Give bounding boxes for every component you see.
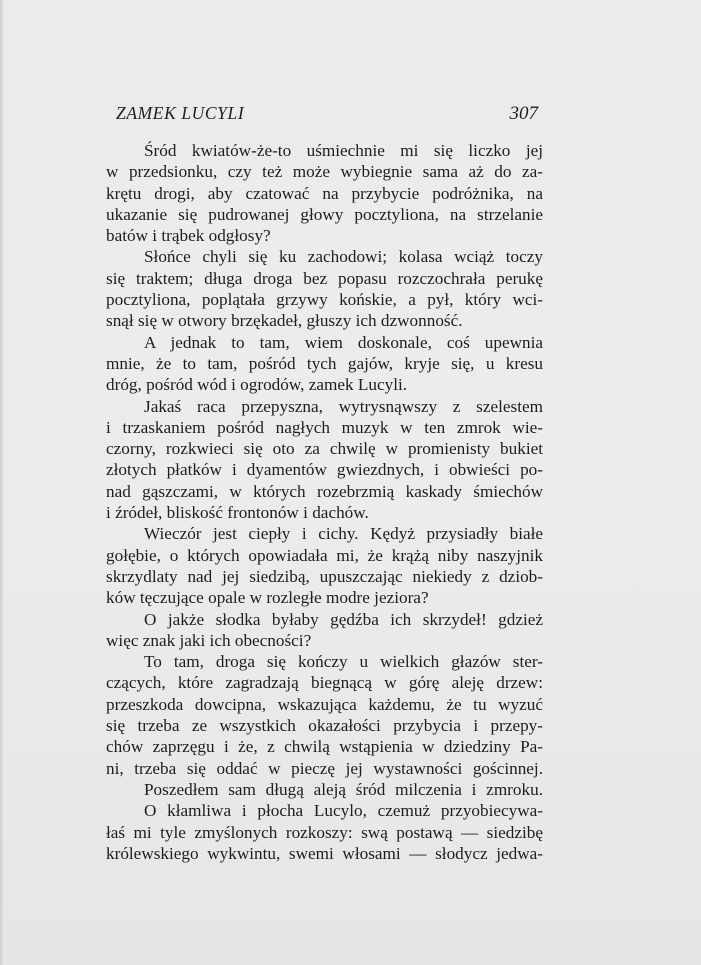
text-line: złotych płatków i dyamentów gwiezdnych, i obwieści po-	[106, 460, 543, 480]
text-line: w przedsionku, czy też może wybiegnie sama aż do za-	[106, 162, 543, 182]
text-line: się traktem; długa droga bez popasu rozczochrała perukę	[106, 268, 543, 288]
paragraph-first-line: Słońce chyli się ku zachodowi; kolasa wciąż toczy	[144, 247, 543, 267]
text-line: chów zaprzęgu i że, z chwilą wstąpienia w dziedziny Pa-	[106, 737, 543, 757]
paragraph-first-line: To tam, droga się kończy u wielkich głazów ster-	[144, 652, 543, 672]
paragraph-first-line: Jakaś raca przepyszna, wytrysnąwszy z szelestem	[144, 396, 543, 416]
text-line: mnie, że to tam, pośród tych gajów, kryje się, u kresu	[106, 353, 543, 373]
page-gutter-edge	[0, 0, 4, 965]
text-line: przeszkoda dowcipna, wskazująca każdemu, że tu wyzuć	[106, 694, 543, 714]
text-line: krętu drogi, aby czatować na przybycie podróżnika, na	[106, 183, 543, 203]
text-line: się trzeba ze wszystkich okazałości przybycia i przepy-	[106, 716, 543, 736]
text-line: i źródeł, bliskość frontonów i dachów.	[106, 503, 369, 523]
text-line: pocztyliona, poplątała grzywy końskie, a pył, który wci-	[106, 290, 543, 310]
paragraph-first-line: O jakże słodka byłaby gędźba ich skrzydeł! gdzież	[144, 609, 543, 629]
text-line: skrzydlaty nad jej siedzibą, upuszczając niekiedy z dziob-	[106, 566, 543, 586]
text-line: królewskiego wykwintu, swemi włosami — słodycz jedwa-	[106, 843, 543, 863]
page-number: 307	[509, 103, 538, 124]
text-line: więc znak jaki ich obecności?	[106, 630, 312, 650]
text-line: gołębie, o których opowiadała mi, że krążą niby naszyjnik	[106, 545, 543, 565]
text-line: nad gąszczami, w których rozebrzmią kaskady śmiechów	[106, 481, 543, 501]
text-line: dróg, pośród wód i ogrodów, zamek Lucyli.	[106, 375, 408, 395]
text-line: łaś mi tyle zmyślonych rozkoszy: swą postawą — siedzibę	[106, 822, 543, 842]
paragraph-first-line: Poszedłem sam długą aleją śród milczenia i zmroku.	[144, 779, 543, 799]
text-line: czorny, rozkwieci się oto za chwilę w promienisty bukiet	[106, 439, 543, 459]
text-line: ukazanie się pudrowanej głowy pocztyliona, na strzelanie	[106, 204, 543, 224]
text-line: i trzaskaniem pośród nagłych muzyk w ten zmrok wie-	[106, 417, 543, 437]
body-text	[106, 140, 543, 864]
text-line: ni, trzeba się oddać w pieczę jej wystawności gościnnej.	[106, 758, 543, 778]
paragraph-first-line: Śród kwiatów-że-to uśmiechnie mi się liczko jej	[144, 141, 543, 160]
paragraph-first-line: O kłamliwa i płocha Lucylo, czemuż przyobiecywa-	[144, 801, 543, 821]
paragraph-first-line: A jednak to tam, wiem doskonale, coś upewnia	[144, 332, 543, 352]
text-line: snął się w otwory brzękadeł, głuszy ich dzwonność.	[106, 311, 463, 331]
text-line: ków tęczujące opale w rozległe modre jeziora?	[106, 588, 429, 608]
paragraph-first-line: Wieczór jest ciepły i cichy. Kędyż przysiadły białe	[144, 524, 543, 544]
running-head	[116, 103, 538, 127]
text-line: batów i trąbek odgłosy?	[106, 226, 271, 246]
running-title: ZAMEK LUCYLI	[116, 103, 245, 123]
text-line: czących, które zagradzają biegnącą w górę aleję drzew:	[106, 673, 543, 693]
